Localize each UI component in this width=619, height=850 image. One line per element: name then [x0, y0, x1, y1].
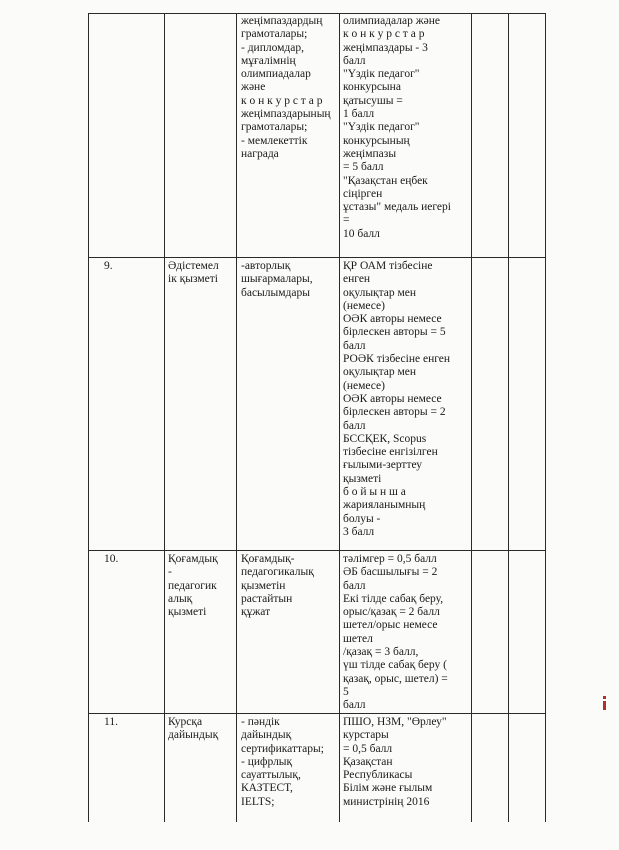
- table-border-col2: [236, 13, 237, 822]
- table-cell-number: 10.: [104, 553, 119, 565]
- table-cell-criterion: Қоғамдық - педагогик алық қызметі: [168, 553, 218, 619]
- table-cell-criterion: Курсқа дайындық: [168, 716, 219, 742]
- table-cell-score: ҚР ОАМ тізбесіне енген оқулықтар мен (немесе) ОӘК авторы немесе бірлескен авторы = 5 балл РОӘК тізбесіне енген оқулықтар мен (немесе) ОӘК авторы немесе бірлескен авторы = 2 балл БССҚЕК, Scopus тізбесіне енгізілген ғылыми-зерттеу қызметі б о й ы н ш а жарияланымның болуы - 3 балл: [343, 260, 451, 538]
- table-border-col5: [508, 13, 509, 822]
- table-border-left: [88, 13, 89, 822]
- table-row-divider: [88, 257, 546, 258]
- table-cell-score: тәлімгер = 0,5 балл ӘБ басшылығы = 2 балл Екі тілде сабақ беру, орыс/қазақ = 2 балл шетел/орыс немесе шетел /қазақ = 3 балл, үш тілде сабақ беру ( қазақ, орыс, шетел) = 5 балл: [343, 553, 448, 712]
- table-border-col4: [471, 13, 472, 822]
- table-cell-score: ПШО, НЗМ, "Өрлеу" курстары = 0,5 балл Қазақстан Республикасы Білім және ғылым министрінің 2016: [343, 716, 447, 808]
- table-cell-number: 9.: [104, 260, 113, 272]
- table-cell-number: 11.: [104, 716, 118, 728]
- table-cell-document: - пәндік дайындық сертификаттары; - цифрлық сауаттылық, КАЗТЕСТ, IELTS;: [241, 716, 324, 808]
- scan-mark: [603, 701, 606, 710]
- table-cell-document: -авторлық шығармалары, басылымдары: [241, 260, 313, 299]
- table-row-divider: [88, 713, 546, 714]
- table-border-right: [545, 13, 546, 822]
- table-cell-document: Қоғамдық- педагогикалық қызметін растайтын құжат: [241, 553, 314, 619]
- table-cell-score: олимпиадалар және к о н к у р с т а р жеңімпаздары - 3 балл "Үздік педагог" конкурсына қатысушы = 1 балл "Үздік педагог" конкурсының жеңімпазы = 5 балл "Қазақстан еңбек сіңірген ұстазы" медаль иегері = 10 балл: [343, 15, 451, 240]
- table-border-top: [88, 13, 546, 14]
- table-cell-document: жеңімпаздардың грамоталары; - дипломдар, мұғалімнің олимпиадалар және к о н к у р с т а р жеңімпаздарының грамоталары; - мемлекеттік награда: [241, 15, 331, 160]
- table-row-divider: [88, 550, 546, 551]
- scan-mark: [603, 696, 606, 699]
- table-border-col3: [339, 13, 340, 822]
- table-cell-criterion: Әдістемел ік қызметі: [168, 260, 219, 286]
- table-border-col1: [164, 13, 165, 822]
